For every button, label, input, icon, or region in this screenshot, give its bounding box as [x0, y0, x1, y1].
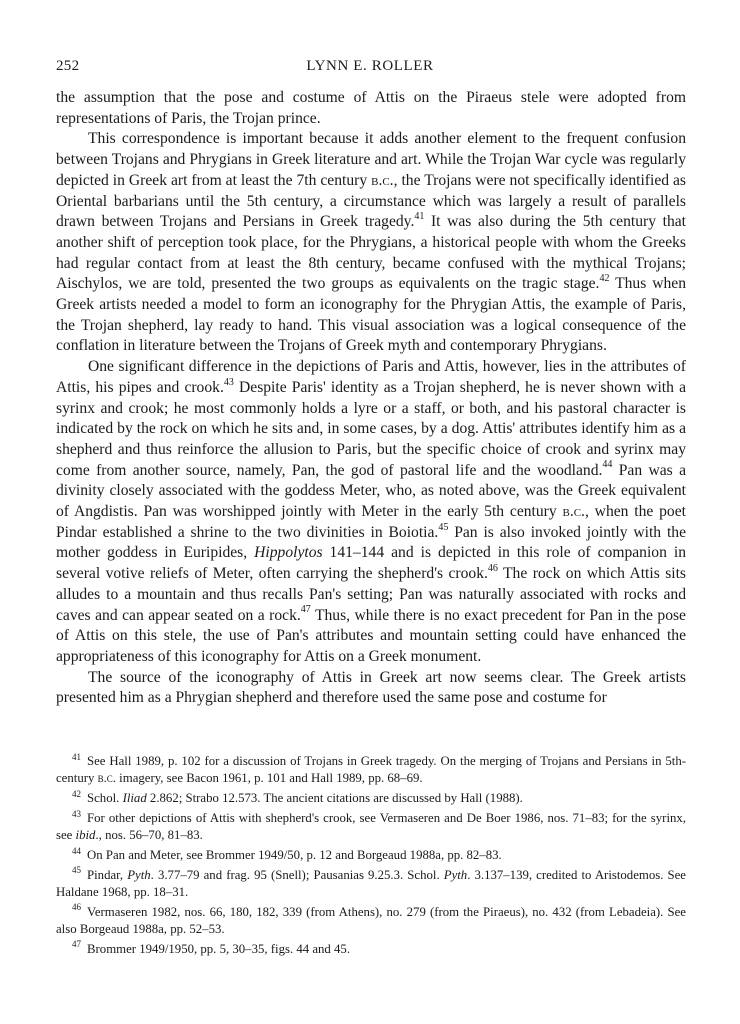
paragraph-4: The source of the iconography of Attis in Greek art now seems clear. The Greek artists presented him as a Phrygian shepherd and therefore used the same pose and costume for — [56, 668, 686, 707]
footnote-ref-42[interactable]: 42 — [599, 273, 610, 285]
footnote-46: $^{46}$ Vermaseren 1982, nos. 66, 180, 182, 339 (from Athens), no. 279 (from the Piraeus), no. 432 (from Lebadeia). See also Borgeaud 1988a, pp. 52–53. — [56, 902, 686, 936]
page-number: 252 — [56, 58, 80, 74]
footnote-ref-44[interactable]: 44 — [602, 459, 613, 471]
footnote-ref-46[interactable]: 46 — [487, 562, 498, 574]
footnote-45: $^{45}$ Pindar, Pyth. 3.77–79 and frag. 95 (Snell); Pausanias 9.25.3. Schol. Pyth. 3.137–139, credited to Aristodemos. See Haldane 1968, pp. 18–31. — [56, 865, 686, 899]
footnote-43: $^{43}$ For other depictions of Attis with shepherd's crook, see Vermaseren and De Boer 1986, nos. 71–83; for the syrinx, see ibid., nos. 56–70, 81–83. — [56, 808, 686, 842]
footnote-ref-41[interactable]: 41 — [414, 211, 425, 223]
work-title-hippolytos: Hippolytos — [254, 544, 323, 562]
footnote-44: $^{44}$ On Pan and Meter, see Brommer 1949/50, p. 12 and Borgeaud 1988a, pp. 82–83. — [72, 845, 502, 862]
body-text — [56, 88, 686, 709]
era-abbrev: b.c. — [371, 171, 394, 189]
running-head — [56, 58, 684, 80]
footnote-ref-43[interactable]: 43 — [223, 376, 234, 388]
footnote-41: $^{41}$ See Hall 1989, p. 102 for a discussion of Trojans in Greek tragedy. On the merging of Trojans and Persians in 5th-century b.c. imagery, see Bacon 1961, p. 101 and Hall 1989, pp. 68–69. — [56, 751, 686, 786]
era-abbrev: b.c. — [562, 503, 585, 521]
footnote-ref-45[interactable]: 45 — [438, 521, 449, 533]
paragraph-2: This correspondence is important because it adds another element to the frequent confusion between Trojans and Phrygians in Greek literature and art. While the Trojan War cycle was regularly depicted in Greek art from at least the 7th century b.c., the Trojans were not specifically identified as Oriental barbarians until the 5th century, a circumstance which was largely a result of parallels drawn between Trojans and Persians in Greek tragedy.$^{41}$ It was also during the 5th century that another shift of perception took place, for the Phrygians, a historical people with whom the Greeks had regular contact from at least the 8th century, became confused with the mythical Trojans; Aischylos, we are told, presented the two groups as equivalents on the tragic stage.$^{42}$ Thus when Greek artists needed a model to form an iconography for the Phrygian Attis, the example of Paris, the Trojan shepherd, lay ready to hand. This visual association was a logical consequence of the conflation in literature between the Trojans of Greek myth and contemporary Phrygians. — [56, 130, 686, 355]
footnotes — [56, 753, 686, 960]
footnote-47: $^{47}$ Brommer 1949/1950, pp. 5, 30–35, figs. 44 and 45. — [72, 939, 351, 956]
paragraph-3: One significant difference in the depictions of Paris and Attis, however, lies in the attributes of Attis, his pipes and crook.$^{43}$ Despite Paris' identity as a Trojan shepherd, he is never shown with a syrinx and crook; he most commonly holds a lyre or a staff, or both, and his pastoral character is indicated by the rock on which he sits and, in some cases, by a dog. Attis' attributes identify him as a shepherd and thus reinforce the allusion to Paris, but the specific choice of crook and syrinx may come from another source, namely, Pan, the god of pastoral life and the woodland.$^{44}$ Pan was a divinity closely associated with the goddess Meter, who, as noted above, was the Greek equivalent of Angdistis. Pan was worshipped jointly with Meter in the early 5th century b.c., when the poet Pindar established a shrine to the two divinities in Boiotia.$^{45}$ Pan is also invoked jointly with the mother goddess in Euripides, Hippolytos 141–144 and is depicted in this role of companion in several votive reliefs of Meter, often carrying the shepherd's crook.$^{46}$ The rock on which Attis sits alludes to a mountain and thus recalls Pan's setting; Pan was naturally associated with rocks and caves and can appear seated on a rock.$^{47}$ Thus, while there is no exact precedent for Pan in the pose of Attis on this stele, the use of Pan's attributes and mountain setting could have enhanced the appropriateness of this iconography for Attis on a Greek monument. — [56, 358, 687, 665]
running-title: LYNN E. ROLLER — [306, 58, 434, 74]
footnote-42: $^{42}$ Schol. Iliad 2.862; Strabo 12.573. The ancient citations are discussed by Hall (1988). — [72, 788, 523, 805]
paragraph-1: the assumption that the pose and costume of Attis on the Piraeus stele were adopted from representations of Paris, the Trojan prince. — [56, 89, 686, 127]
footnote-ref-47[interactable]: 47 — [300, 604, 311, 616]
